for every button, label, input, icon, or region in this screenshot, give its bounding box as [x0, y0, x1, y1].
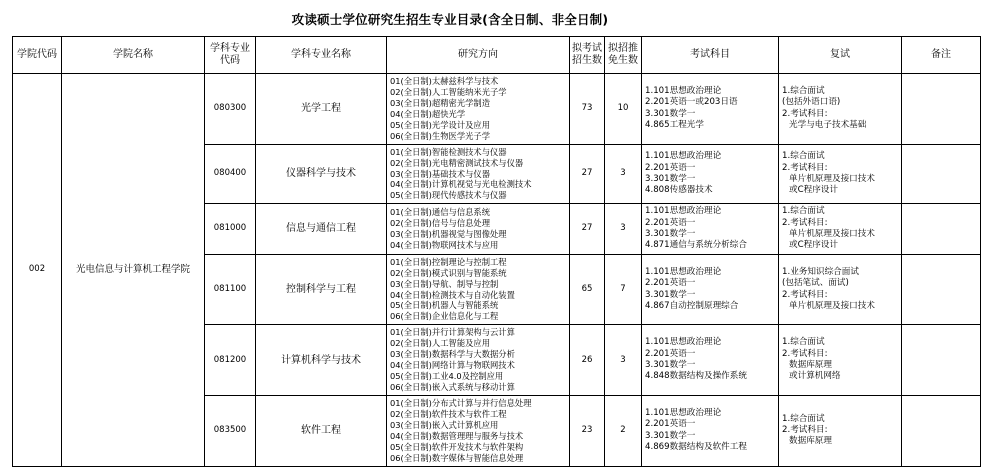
- list-item: 2.201英语一: [645, 278, 696, 289]
- exam-subject-list: [645, 206, 775, 251]
- list-item: 2.201英语一: [645, 419, 696, 430]
- list-item: 1.综合面试: [782, 151, 825, 162]
- list-item: 03(全日制)基础技术与仪器: [390, 168, 491, 179]
- cell-subject-name: 计算机科学与技术: [256, 325, 387, 396]
- cell-college-name: 光电信息与计算机工程学院: [62, 74, 205, 467]
- page-title: 攻读硕士学位研究生招生专业目录(含全日制、非全日制): [291, 12, 609, 27]
- cell-exam-quota: 27: [570, 144, 605, 204]
- list-item: 1.101思想政治理论: [645, 408, 722, 419]
- list-item: 01(全日制)分布式计算与并行信息处理: [390, 397, 532, 408]
- list-item: 3.301数学一: [645, 430, 696, 441]
- list-item: 01(全日制)智能检测技术与仪器: [390, 146, 507, 157]
- list-item: 02(全日制)光电精密测试技术与仪器: [390, 157, 524, 168]
- cell-subject-code: 080300: [205, 74, 256, 145]
- cell-retest: [779, 325, 902, 396]
- list-item: 02(全日制)信号与信息处理: [390, 218, 491, 229]
- cell-exam-subjects: [642, 204, 779, 254]
- cell-exam-quota: 23: [570, 395, 605, 466]
- list-item: 2.201英语一: [645, 348, 696, 359]
- cell-exempt-quota: 3: [605, 325, 642, 396]
- list-item: 4.867自动控制原理综合: [645, 300, 739, 311]
- cell-exam-quota: 65: [570, 254, 605, 325]
- col-header-retest: 复试: [779, 37, 902, 74]
- list-item: 4.871通信与系统分析综合: [645, 240, 747, 251]
- list-item: 2.考试科目:: [782, 425, 828, 436]
- cell-exam-quota: 27: [570, 204, 605, 254]
- col-header-subject-code: 学科专业代码: [205, 37, 256, 74]
- col-header-college-code: 学院代码: [13, 37, 62, 74]
- cell-remark: [902, 325, 981, 396]
- cell-exam-subjects: [642, 144, 779, 204]
- cell-research-direction: [387, 395, 570, 466]
- retest-list: [782, 337, 898, 382]
- list-item: 2.考试科目:: [782, 108, 828, 119]
- list-item: 05(全日制)光学设计及应用: [390, 119, 491, 130]
- list-item: 数据库原理: [789, 436, 832, 447]
- list-item: (包括外语口语): [782, 97, 841, 108]
- cell-research-direction: [387, 254, 570, 325]
- col-header-exam-quota: 拟考试招生数: [570, 37, 605, 74]
- exam-subject-list: [645, 151, 775, 196]
- list-item: 2.考试科目:: [782, 162, 828, 173]
- cell-exam-quota: 73: [570, 74, 605, 145]
- list-item: 或计算机网络: [789, 371, 841, 382]
- admissions-catalog-table: [12, 36, 981, 467]
- col-header-research-direction: 研究方向: [387, 37, 570, 74]
- cell-exempt-quota: 3: [605, 204, 642, 254]
- list-item: 3.301数学一: [645, 289, 696, 300]
- list-item: 04(全日制)数据管理理与服务与技术: [390, 430, 524, 441]
- direction-list: [390, 327, 566, 393]
- list-item: 1.101思想政治理论: [645, 151, 722, 162]
- exam-subject-list: [645, 267, 775, 312]
- list-item: 06(全日制)生物医学光子学: [390, 130, 491, 141]
- list-item: 2.201英语一或203日语: [645, 97, 738, 108]
- list-item: (包括笔试、面试): [782, 278, 849, 289]
- list-item: 04(全日制)检测技术与自动化装置: [390, 289, 515, 300]
- list-item: 03(全日制)超精密光学制造: [390, 97, 491, 108]
- list-item: 1.101思想政治理论: [645, 337, 722, 348]
- cell-subject-name: 软件工程: [256, 395, 387, 466]
- list-item: 4.808传感器技术: [645, 185, 713, 196]
- cell-subject-name: 仪器科学与技术: [256, 144, 387, 204]
- col-header-exam-subjects: 考试科目: [642, 37, 779, 74]
- list-item: 1.101思想政治理论: [645, 266, 722, 277]
- cell-subject-name: 光学工程: [256, 74, 387, 145]
- cell-college-code: 002: [13, 74, 62, 467]
- list-item: 1.业务知识综合面试: [782, 266, 859, 277]
- list-item: 2.考试科目:: [782, 289, 828, 300]
- list-item: 05(全日制)软件开发技术与软件架构: [390, 441, 524, 452]
- list-item: 1.101思想政治理论: [645, 86, 722, 97]
- cell-subject-code: 081000: [205, 204, 256, 254]
- list-item: 03(全日制)嵌入式计算机应用: [390, 419, 499, 430]
- cell-exempt-quota: 10: [605, 74, 642, 145]
- list-item: 05(全日制)机器人与智能系统: [390, 300, 499, 311]
- cell-exam-subjects: [642, 254, 779, 325]
- cell-subject-code: 081200: [205, 325, 256, 396]
- list-item: 04(全日制)计算机视觉与光电检测技术: [390, 179, 532, 190]
- list-item: 1.综合面试: [782, 337, 825, 348]
- list-item: 05(全日制)工业4.0及控制应用: [390, 371, 504, 382]
- exam-subject-list: [645, 408, 775, 453]
- list-item: 1.综合面试: [782, 206, 825, 217]
- list-item: 01(全日制)控制理论与控制工程: [390, 256, 507, 267]
- cell-exempt-quota: 3: [605, 144, 642, 204]
- list-item: 02(全日制)模式识别与智能系统: [390, 267, 507, 278]
- cell-remark: [902, 74, 981, 145]
- list-item: 4.848数据结构及操作系统: [645, 371, 747, 382]
- list-item: 单片机原理及接口技术: [789, 300, 875, 311]
- list-item: 3.301数学一: [645, 360, 696, 371]
- cell-exempt-quota: 7: [605, 254, 642, 325]
- list-item: 2.201英语一: [645, 217, 696, 228]
- cell-research-direction: [387, 144, 570, 204]
- cell-exam-subjects: [642, 325, 779, 396]
- cell-remark: [902, 204, 981, 254]
- list-item: 或C程序设计: [789, 240, 838, 251]
- list-item: 2.考试科目:: [782, 217, 828, 228]
- table-body: [13, 74, 981, 467]
- list-item: 06(全日制)企业信息化与工程: [390, 311, 499, 322]
- list-item: 04(全日制)物联网技术与应用: [390, 239, 499, 250]
- cell-remark: [902, 144, 981, 204]
- cell-subject-code: 081100: [205, 254, 256, 325]
- cell-subject-code: 080400: [205, 144, 256, 204]
- list-item: 01(全日制)太赫兹科学与技术: [390, 76, 499, 86]
- cell-subject-code: 083500: [205, 395, 256, 466]
- retest-list: [782, 414, 898, 448]
- list-item: 04(全日制)超快光学: [390, 108, 466, 119]
- table-row: [13, 74, 981, 145]
- list-item: 2.考试科目:: [782, 348, 828, 359]
- list-item: 3.301数学一: [645, 229, 696, 239]
- cell-exam-subjects: [642, 395, 779, 466]
- list-item: 02(全日制)人工智能纳米光子学: [390, 86, 507, 97]
- cell-remark: [902, 395, 981, 466]
- list-item: 1.综合面试: [782, 86, 825, 97]
- list-item: 2.201英语一: [645, 162, 696, 173]
- list-item: 3.301数学一: [645, 173, 696, 184]
- col-header-remark: 备注: [902, 37, 981, 74]
- retest-list: [782, 86, 898, 131]
- list-item: 03(全日制)导航、制导与控制: [390, 278, 499, 289]
- cell-exam-subjects: [642, 74, 779, 145]
- cell-retest: [779, 144, 902, 204]
- list-item: 01(全日制)并行计算架构与云计算: [390, 327, 515, 338]
- retest-list: [782, 267, 898, 312]
- cell-research-direction: [387, 204, 570, 254]
- list-item: 05(全日制)现代传感技术与仪器: [390, 190, 507, 201]
- list-item: 4.869数据结构及软件工程: [645, 442, 747, 453]
- direction-list: [390, 147, 566, 202]
- col-header-exempt-quota: 拟招推免生数: [605, 37, 642, 74]
- cell-remark: [902, 254, 981, 325]
- list-item: 数据库原理: [789, 360, 832, 371]
- list-item: 02(全日制)软件技术与软件工程: [390, 408, 507, 419]
- cell-subject-name: 控制科学与工程: [256, 254, 387, 325]
- list-item: 01(全日制)通信与信息系统: [390, 207, 491, 218]
- list-item: 光学与电子技术基础: [789, 120, 867, 131]
- direction-list: [390, 207, 566, 251]
- list-item: 1.综合面试: [782, 413, 825, 424]
- list-item: 06(全日制)数字媒体与智能信息处理: [390, 452, 524, 463]
- list-item: 03(全日制)机器视觉与图像处理: [390, 229, 507, 239]
- cell-exempt-quota: 2: [605, 395, 642, 466]
- list-item: 04(全日制)网络计算与物联网技术: [390, 360, 515, 371]
- table-header: [13, 37, 981, 74]
- direction-list: [390, 257, 566, 323]
- table-header-row: [13, 37, 981, 74]
- direction-list: [390, 76, 566, 142]
- list-item: 3.301数学一: [645, 108, 696, 119]
- list-item: 02(全日制)人工智能及应用: [390, 338, 491, 349]
- cell-retest: [779, 204, 902, 254]
- direction-list: [390, 398, 566, 464]
- cell-exam-quota: 26: [570, 325, 605, 396]
- cell-retest: [779, 74, 902, 145]
- exam-subject-list: [645, 86, 775, 131]
- exam-subject-list: [645, 337, 775, 382]
- cell-retest: [779, 395, 902, 466]
- cell-research-direction: [387, 74, 570, 145]
- list-item: 单片机原理及接口技术: [789, 229, 875, 239]
- list-item: 4.865工程光学: [645, 120, 704, 131]
- list-item: 1.101思想政治理论: [645, 206, 722, 217]
- list-item: 06(全日制)嵌入式系统与移动计算: [390, 382, 515, 392]
- list-item: 或C程序设计: [789, 185, 838, 196]
- cell-subject-name: 信息与通信工程: [256, 204, 387, 254]
- list-item: 单片机原理及接口技术: [789, 173, 875, 184]
- col-header-subject-name: 学科专业名称: [256, 37, 387, 74]
- list-item: 03(全日制)数据科学与大数据分析: [390, 349, 515, 360]
- col-header-college-name: 学院名称: [62, 37, 205, 74]
- retest-list: [782, 151, 898, 196]
- retest-list: [782, 206, 898, 251]
- cell-research-direction: [387, 325, 570, 396]
- cell-retest: [779, 254, 902, 325]
